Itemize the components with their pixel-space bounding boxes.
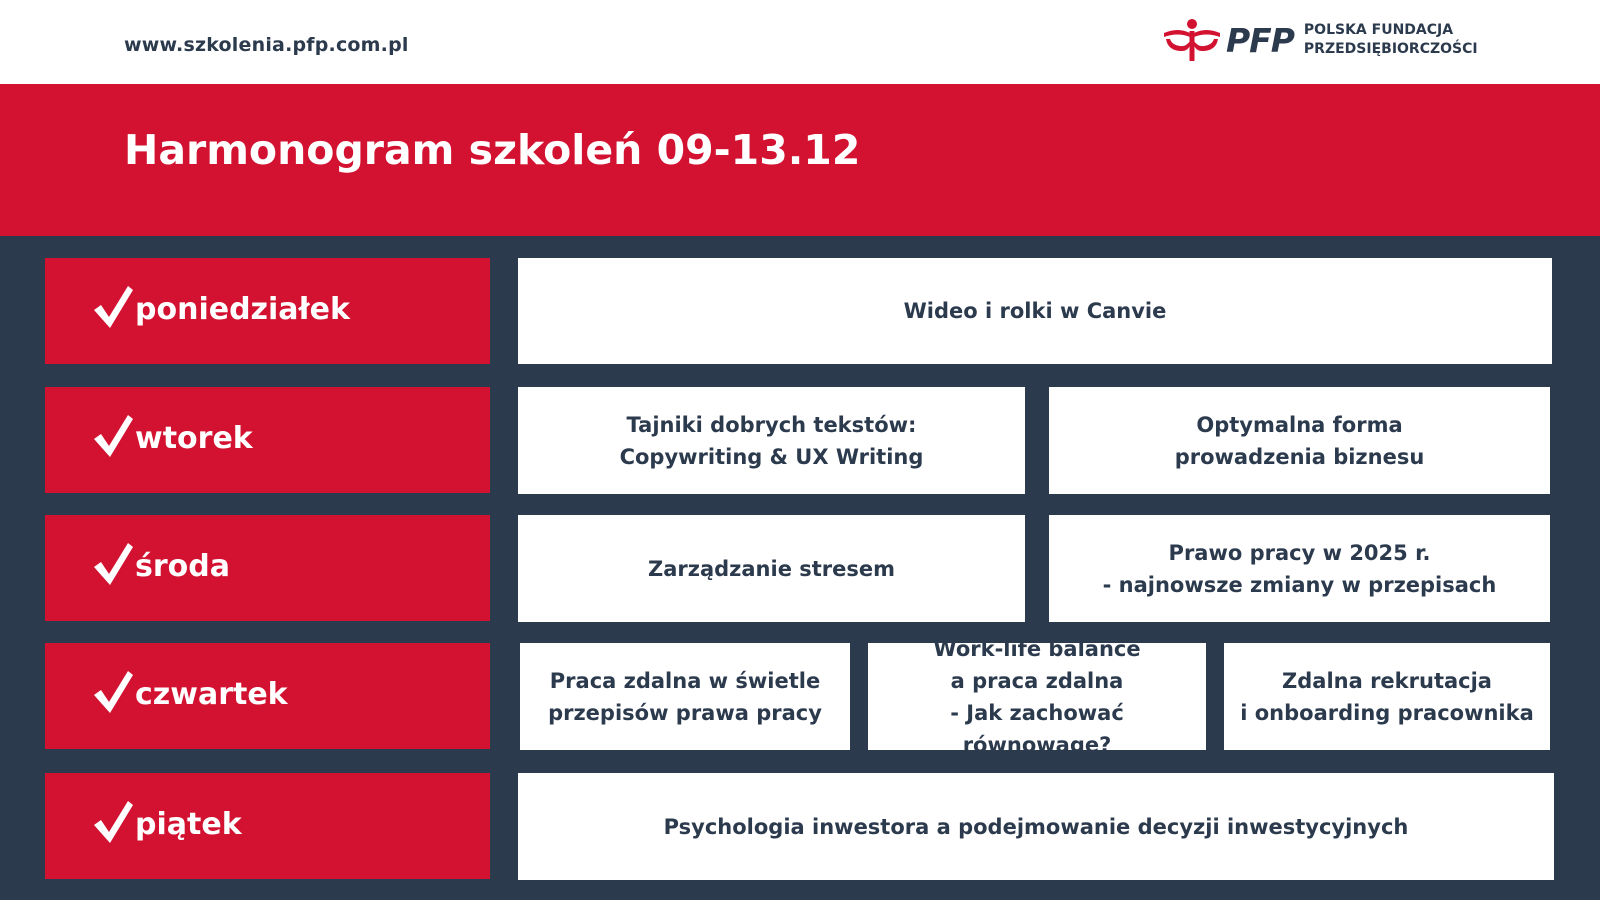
checkmark-icon	[92, 413, 134, 459]
logo-name-line1: POLSKA FUNDACJA	[1303, 22, 1454, 38]
course-card[interactable]	[518, 773, 1554, 880]
course-title: Prawo pracy w 2025 r. - najnowsze zmiany w przepisach	[1102, 540, 1497, 597]
course-title: Praca zdalna w świetle przepisów prawa pracy	[548, 668, 822, 725]
top-bar	[0, 0, 1600, 84]
course-card[interactable]	[1049, 515, 1550, 622]
day-label: wtorek	[135, 421, 253, 456]
logo-name	[1304, 21, 1478, 59]
checkmark-icon	[92, 541, 134, 587]
site-url[interactable]: www.szkolenia.pfp.com.pl	[124, 34, 409, 56]
checkmark-icon	[92, 669, 134, 715]
course-card[interactable]	[868, 636, 1206, 757]
day-thursday	[45, 643, 490, 749]
logo-abbreviation: PFP	[1226, 20, 1294, 60]
course-card[interactable]	[1049, 387, 1550, 494]
course-title: Optymalna forma prowadzenia biznesu	[1174, 412, 1425, 469]
course-card[interactable]	[518, 387, 1025, 494]
course-title: Work-life balance a praca zdalna - Jak zachować równowagę?	[933, 636, 1141, 757]
course-title: Zarządzanie stresem	[647, 556, 896, 581]
day-label: piątek	[135, 807, 242, 842]
course-title: Tajniki dobrych tekstów: Copywriting & UX Writing	[619, 412, 924, 469]
day-label: poniedziałek	[135, 292, 350, 327]
day-tuesday	[45, 387, 490, 493]
course-title: Wideo i rolki w Canvie	[903, 299, 1167, 323]
pfp-logo	[1160, 16, 1478, 64]
day-monday	[45, 258, 490, 364]
course-card[interactable]	[518, 515, 1025, 622]
checkmark-icon	[92, 799, 134, 845]
checkmark-icon	[92, 284, 134, 330]
day-label: czwartek	[135, 677, 288, 712]
day-label: środa	[135, 549, 230, 584]
course-card[interactable]	[1224, 643, 1550, 750]
course-title: Zdalna rekrutacja i onboarding pracownika	[1240, 668, 1534, 725]
page-title: Harmonogram szkoleń 09-13.12	[124, 126, 861, 174]
title-band	[0, 84, 1600, 236]
pfp-logo-icon	[1160, 17, 1224, 63]
day-friday	[45, 773, 490, 879]
logo-name-line2: PRZEDSIĘBIORCZOŚCI	[1303, 41, 1478, 57]
course-title: Psychologia inwestora a podejmowanie decyzji inwestycyjnych	[663, 814, 1409, 839]
course-card[interactable]	[518, 258, 1552, 364]
day-wednesday	[45, 515, 490, 621]
course-card[interactable]	[520, 643, 850, 750]
